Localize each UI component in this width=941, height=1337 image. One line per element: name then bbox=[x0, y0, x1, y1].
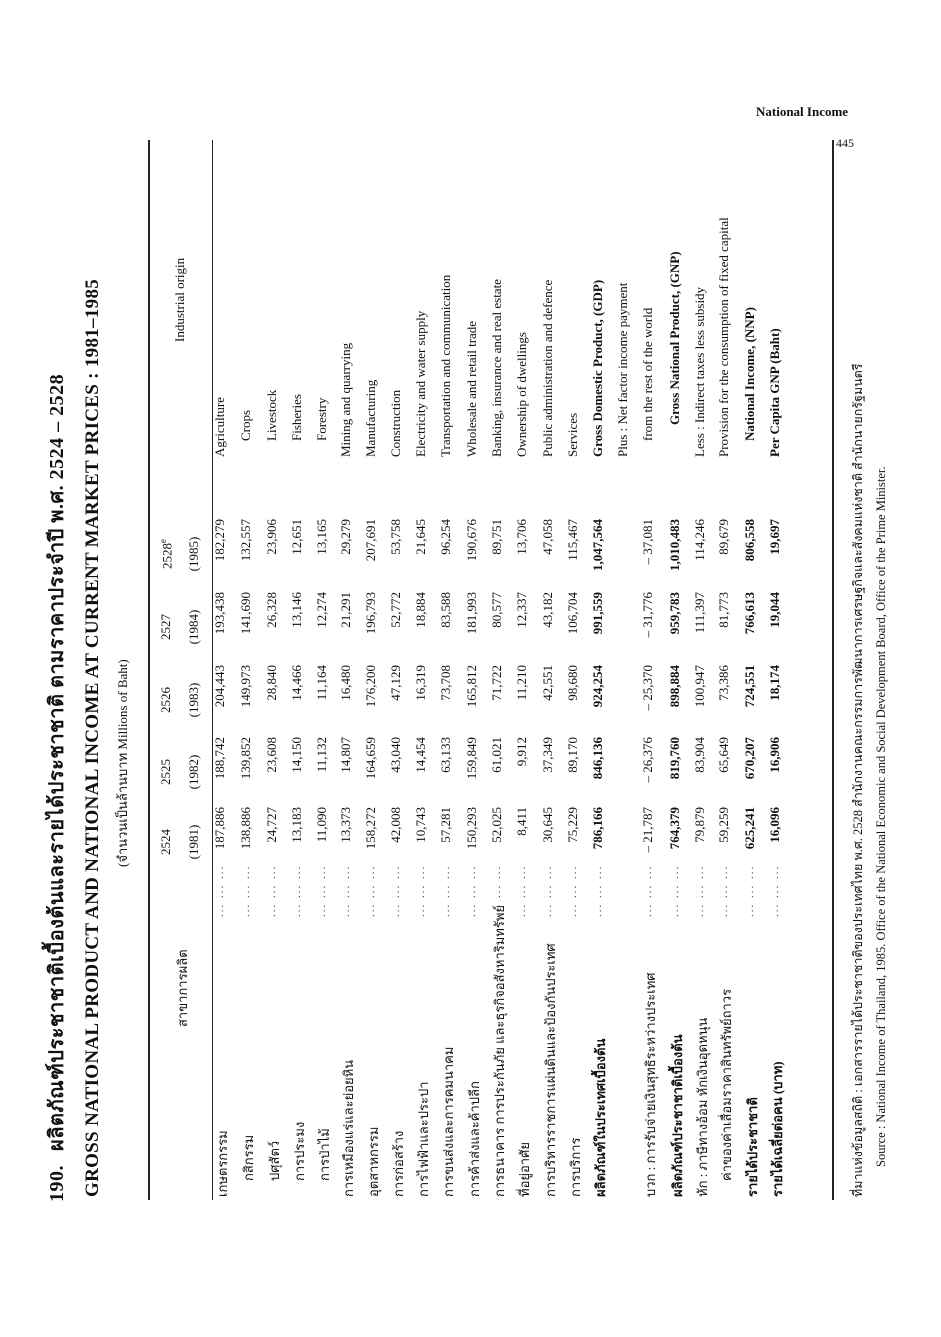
dot-leader: ... ... ... bbox=[669, 864, 681, 917]
cell-value: 89,170 bbox=[565, 737, 580, 773]
cell-value: 53,758 bbox=[388, 519, 403, 555]
cell-value: 12,274 bbox=[314, 592, 329, 628]
row-label-thai: การธนาคาร การประกันภัย และธุรกิจอสังหาริมทรัพย์ bbox=[492, 904, 507, 1197]
table-title-english: GROSS NATIONAL PRODUCT AND NATIONAL INCOME AT CURRENT MARKET PRICES : 1981–1985 bbox=[82, 278, 103, 1197]
estimate-marker: e bbox=[158, 539, 168, 543]
cell-value: 1,047,564 bbox=[590, 519, 605, 571]
cell-value: 11,164 bbox=[314, 665, 329, 701]
cell-value: 30,645 bbox=[540, 807, 555, 843]
row-label-thai: การป่าไม้ bbox=[317, 1128, 332, 1181]
cell-value: 21,645 bbox=[413, 519, 428, 555]
table-number: 190. bbox=[46, 1165, 68, 1202]
cell-value: 141,690 bbox=[238, 592, 253, 635]
cell-value: 61,021 bbox=[489, 737, 504, 773]
cell-value: 16,319 bbox=[413, 665, 428, 701]
cell-value: 11,210 bbox=[514, 665, 529, 701]
row-label-english: National Income, (NNP) bbox=[742, 307, 757, 441]
cell-value: 29,279 bbox=[338, 519, 353, 555]
source-english: Source : National Income of Thailand, 1985. Office of the National Economic and Social Development Board, Office of the Prime Minister. bbox=[874, 466, 888, 1167]
cell-value: 19,697 bbox=[767, 519, 782, 555]
page-number: 445 bbox=[836, 136, 854, 150]
cell-value: 10,743 bbox=[413, 807, 428, 843]
cell-value: 13,373 bbox=[338, 807, 353, 843]
cell-value: 190,676 bbox=[464, 519, 479, 562]
cell-value: 83,588 bbox=[438, 592, 453, 628]
cell-value: 898,884 bbox=[667, 665, 682, 708]
col-header-thai: สาขาการผลิต bbox=[175, 949, 190, 1027]
dot-leader: ... ... ... bbox=[365, 864, 377, 917]
row-label-english: Gross National Product, (GNP) bbox=[667, 251, 682, 425]
cell-value: 42,551 bbox=[540, 665, 555, 701]
cell-value: 71,722 bbox=[489, 665, 504, 701]
row-label-thai: บวก : การรับจ่ายเงินสุทธิระหว่างประเทศ bbox=[643, 972, 658, 1197]
col-header-english: Industrial origin bbox=[172, 257, 187, 342]
row-label-thai: ที่อยู่อาศัย bbox=[517, 1142, 532, 1197]
dot-leader: ... ... ... bbox=[491, 864, 503, 917]
row-label-thai: รายได้ประชาชาติ bbox=[745, 1097, 760, 1197]
dot-leader: ... ... ... bbox=[694, 864, 706, 917]
row-label-english: Plus : Net factor income payment bbox=[615, 282, 630, 457]
cell-value: 846,136 bbox=[590, 737, 605, 780]
cell-value: 187,886 bbox=[212, 807, 227, 850]
cell-value: 159,849 bbox=[464, 737, 479, 780]
cell-value: 19,044 bbox=[767, 592, 782, 628]
row-label-thai: การไฟฟ้าและประปา bbox=[416, 1081, 431, 1197]
cell-value: 924,254 bbox=[590, 665, 605, 708]
cell-value: 75,229 bbox=[565, 807, 580, 843]
cell-value: 106,704 bbox=[565, 592, 580, 635]
row-label-english: Per Capita GNP (Baht) bbox=[767, 328, 782, 457]
cell-value: 43,182 bbox=[540, 592, 555, 628]
cell-value: 149,973 bbox=[238, 665, 253, 708]
cell-value: 14,807 bbox=[338, 737, 353, 773]
row-label-english: Banking, insurance and real estate bbox=[489, 279, 504, 457]
cell-value: 96,254 bbox=[438, 519, 453, 555]
cell-value: 139,852 bbox=[238, 737, 253, 780]
cell-value: 13,183 bbox=[289, 807, 304, 843]
top-rule bbox=[148, 140, 150, 1200]
cell-value: 158,272 bbox=[363, 807, 378, 850]
cell-value: 204,443 bbox=[212, 665, 227, 708]
cell-value: 181,993 bbox=[464, 592, 479, 635]
row-label-thai: ปศุสัตว์ bbox=[267, 1140, 282, 1181]
cell-value: 52,025 bbox=[489, 807, 504, 843]
row-label-english: Manufacturing bbox=[363, 379, 378, 457]
section-header: National Income bbox=[756, 104, 849, 119]
cell-value: – 25,370 bbox=[640, 665, 655, 711]
row-label-thai: การเหมืองแร่และย่อยหิน bbox=[341, 1059, 356, 1197]
row-label-english: Services bbox=[565, 412, 580, 457]
row-label-thai: การก่อสร้าง bbox=[391, 1130, 406, 1197]
year-th-header: 2528e bbox=[158, 539, 175, 569]
cell-value: 79,879 bbox=[692, 807, 707, 843]
cell-value: 13,706 bbox=[514, 519, 529, 555]
cell-value: 188,742 bbox=[212, 737, 227, 780]
dot-leader: ... ... ... bbox=[567, 864, 579, 917]
cell-value: 138,886 bbox=[238, 807, 253, 850]
cell-value: 165,812 bbox=[464, 665, 479, 708]
cell-value: 89,679 bbox=[716, 519, 731, 555]
cell-value: 724,551 bbox=[742, 665, 757, 708]
cell-value: 18,174 bbox=[767, 665, 782, 701]
cell-value: 37,349 bbox=[540, 737, 555, 773]
row-label-english: Electricity and water supply bbox=[413, 310, 428, 457]
cell-value: 23,608 bbox=[264, 737, 279, 773]
dot-leader: ... ... ... bbox=[769, 864, 781, 917]
cell-value: 43,040 bbox=[388, 737, 403, 773]
cell-value: 111,397 bbox=[692, 592, 707, 634]
row-label-english: Wholesale and retail trade bbox=[464, 320, 479, 457]
row-label-thai: ผลิตภัณฑ์ในประเทศเบื้องต้น bbox=[593, 1038, 608, 1197]
cell-value: 16,096 bbox=[767, 807, 782, 843]
row-label-english: Crops bbox=[238, 409, 253, 441]
row-label-thai: ค่าของค่าเสื่อมราคาสินทรัพย์ถาวร bbox=[719, 988, 734, 1181]
row-label-thai: ผลิตภัณฑ์ประชาชาติเบื้องต้น bbox=[670, 1034, 685, 1197]
row-label-english: Provision for the consumption of fixed capital bbox=[716, 217, 731, 457]
cell-value: 14,150 bbox=[289, 737, 304, 773]
cell-value: 18,884 bbox=[413, 592, 428, 628]
row-label-english: Gross Domestic Product, (GDP) bbox=[590, 279, 605, 457]
cell-value: – 26,376 bbox=[640, 737, 655, 783]
cell-value: 13,146 bbox=[289, 592, 304, 628]
cell-value: 16,480 bbox=[338, 665, 353, 701]
cell-value: 24,727 bbox=[264, 807, 279, 843]
row-label-thai: การบริหารราชการแผ่นดินและป้องกันประเทศ bbox=[543, 943, 558, 1197]
dot-leader: ... ... ... bbox=[214, 864, 226, 917]
dot-leader: ... ... ... bbox=[390, 864, 402, 917]
cell-value: 164,659 bbox=[363, 737, 378, 780]
cell-value: 26,328 bbox=[264, 592, 279, 628]
cell-value: 89,751 bbox=[489, 519, 504, 555]
cell-value: 42,008 bbox=[388, 807, 403, 843]
row-label-thai: การบริการ bbox=[568, 1137, 583, 1197]
cell-value: 73,386 bbox=[716, 665, 731, 701]
year-th-header: 2526 bbox=[158, 687, 173, 713]
row-label-thai: หัก : ภาษีทางอ้อม หักเงินอุดหนุน bbox=[695, 1017, 710, 1197]
dot-leader: ... ... ... bbox=[316, 864, 328, 917]
year-en-header: (1982) bbox=[186, 754, 201, 790]
year-th-header: 2524 bbox=[158, 829, 173, 855]
cell-value: 12,651 bbox=[289, 519, 304, 555]
cell-value: 57,281 bbox=[438, 807, 453, 843]
cell-value: 16,906 bbox=[767, 737, 782, 773]
row-label-english: Public administration and defence bbox=[540, 279, 555, 457]
cell-value: 47,058 bbox=[540, 519, 555, 555]
cell-value: 9,912 bbox=[514, 737, 529, 767]
cell-value: 80,577 bbox=[489, 592, 504, 628]
row-label-thai: การค้าส่งและค้าปลีก bbox=[467, 1081, 482, 1197]
cell-value: 52,772 bbox=[388, 592, 403, 628]
row-label-english: Agriculture bbox=[212, 397, 227, 457]
row-label-thai: กสิกรรม bbox=[241, 1134, 256, 1181]
dot-leader: ... ... ... bbox=[542, 864, 554, 917]
row-label-thai: เกษตรกรรม bbox=[215, 1130, 230, 1197]
cell-value: 207,691 bbox=[363, 519, 378, 562]
row-label-english: Less : Indirect taxes less subsidy bbox=[692, 286, 707, 457]
cell-value: 14,454 bbox=[413, 737, 428, 773]
dot-leader: ... ... ... bbox=[415, 864, 427, 917]
row-label-thai: การขนส่งและการคมนาคม bbox=[441, 1046, 456, 1197]
cell-value: – 21,787 bbox=[640, 807, 655, 853]
cell-value: 764,379 bbox=[667, 807, 682, 850]
year-th-header: 2525 bbox=[158, 759, 173, 785]
row-label-thai: อุตสาหกรรม bbox=[366, 1126, 381, 1197]
cell-value: 176,200 bbox=[363, 665, 378, 708]
cell-value: 100,947 bbox=[692, 665, 707, 708]
cell-value: 182,279 bbox=[212, 519, 227, 562]
cell-value: 1,010,483 bbox=[667, 519, 682, 571]
row-label-english: Forestry bbox=[314, 397, 329, 441]
cell-value: 28,840 bbox=[264, 665, 279, 701]
year-en-header: (1984) bbox=[186, 609, 201, 645]
cell-value: 670,207 bbox=[742, 737, 757, 780]
cell-value: 23,906 bbox=[264, 519, 279, 555]
bottom-rule bbox=[832, 140, 834, 1200]
dot-leader: ... ... ... bbox=[642, 864, 654, 917]
cell-value: 14,466 bbox=[289, 665, 304, 701]
cell-value: 196,793 bbox=[363, 592, 378, 635]
year-en-header: (1985) bbox=[186, 536, 201, 572]
cell-value: 73,708 bbox=[438, 665, 453, 701]
cell-value: 47,129 bbox=[388, 665, 403, 701]
cell-value: 12,337 bbox=[514, 592, 529, 628]
cell-value: 786,166 bbox=[590, 807, 605, 850]
cell-value: 115,467 bbox=[565, 519, 580, 561]
cell-value: 819,760 bbox=[667, 737, 682, 780]
row-label-english: Construction bbox=[388, 389, 403, 457]
dot-leader: ... ... ... bbox=[340, 864, 352, 917]
row-label-english: Fisheries bbox=[289, 394, 304, 441]
dot-leader: ... ... ... bbox=[592, 864, 604, 917]
row-label-english: from the rest of the world bbox=[640, 307, 655, 441]
cell-value: 150,293 bbox=[464, 807, 479, 850]
cell-value: 83,904 bbox=[692, 737, 707, 773]
cell-value: 959,783 bbox=[667, 592, 682, 635]
cell-value: 63,133 bbox=[438, 737, 453, 773]
unit-label: (จำนวนเป็นล้านบาท Millions of Baht) bbox=[115, 659, 130, 867]
row-label-thai: การประมง bbox=[292, 1121, 307, 1181]
cell-value: 132,557 bbox=[238, 519, 253, 562]
row-label-english: Livestock bbox=[264, 389, 279, 441]
source-thai: ที่มาแห่งข้อมูลสถิติ : เอกสารรายได้ประชาชาติของประเทศไทย พ.ศ. 2528 สำนักงานคณะกรรมการพัฒนาการเศรษฐกิจและสังคมแห่งชาติ สำนักนายกรัฐมนตรี bbox=[851, 363, 865, 1197]
year-en-header: (1983) bbox=[186, 682, 201, 718]
cell-value: 193,438 bbox=[212, 592, 227, 635]
cell-value: 21,291 bbox=[338, 592, 353, 628]
row-label-thai: รายได้เฉลี่ยต่อคน (บาท) bbox=[770, 1061, 785, 1197]
cell-value: 13,165 bbox=[314, 519, 329, 555]
dot-leader: ... ... ... bbox=[291, 864, 303, 917]
row-label-english: Ownership of dwellings bbox=[514, 332, 529, 457]
cell-value: 81,773 bbox=[716, 592, 731, 628]
dot-leader: ... ... ... bbox=[240, 864, 252, 917]
cell-value: 65,649 bbox=[716, 737, 731, 773]
cell-value: – 31,776 bbox=[640, 592, 655, 638]
dot-leader: ... ... ... bbox=[744, 864, 756, 917]
dot-leader: ... ... ... bbox=[266, 864, 278, 917]
row-label-english: Transportation and communication bbox=[438, 274, 453, 457]
cell-value: 11,090 bbox=[314, 807, 329, 843]
table-title-thai bbox=[40, 374, 72, 1202]
year-th-header: 2527 bbox=[158, 614, 173, 640]
cell-value: 766,613 bbox=[742, 592, 757, 635]
cell-value: – 37,081 bbox=[640, 519, 655, 565]
cell-value: 114,246 bbox=[692, 519, 707, 561]
dot-leader: ... ... ... bbox=[516, 864, 528, 917]
cell-value: 11,132 bbox=[314, 737, 329, 773]
dot-leader: ... ... ... bbox=[440, 864, 452, 917]
table-title-thai-text: ผลิตภัณฑ์ประชาชาติเบื้องต้นและรายได้ประชาชาติ ตามราคาประจำปี พ.ศ. 2524 – 2528 bbox=[46, 373, 68, 1151]
cell-value: 991,559 bbox=[590, 592, 605, 635]
cell-value: 625,241 bbox=[742, 807, 757, 850]
row-label-english: Mining and quarrying bbox=[338, 342, 353, 457]
cell-value: 8,411 bbox=[514, 807, 529, 836]
cell-value: 806,558 bbox=[742, 519, 757, 562]
dot-leader: ... ... ... bbox=[718, 864, 730, 917]
cell-value: 59,259 bbox=[716, 807, 731, 843]
cell-value: 98,680 bbox=[565, 665, 580, 701]
dot-leader: ... ... ... bbox=[466, 864, 478, 917]
year-en-header: (1981) bbox=[186, 824, 201, 860]
